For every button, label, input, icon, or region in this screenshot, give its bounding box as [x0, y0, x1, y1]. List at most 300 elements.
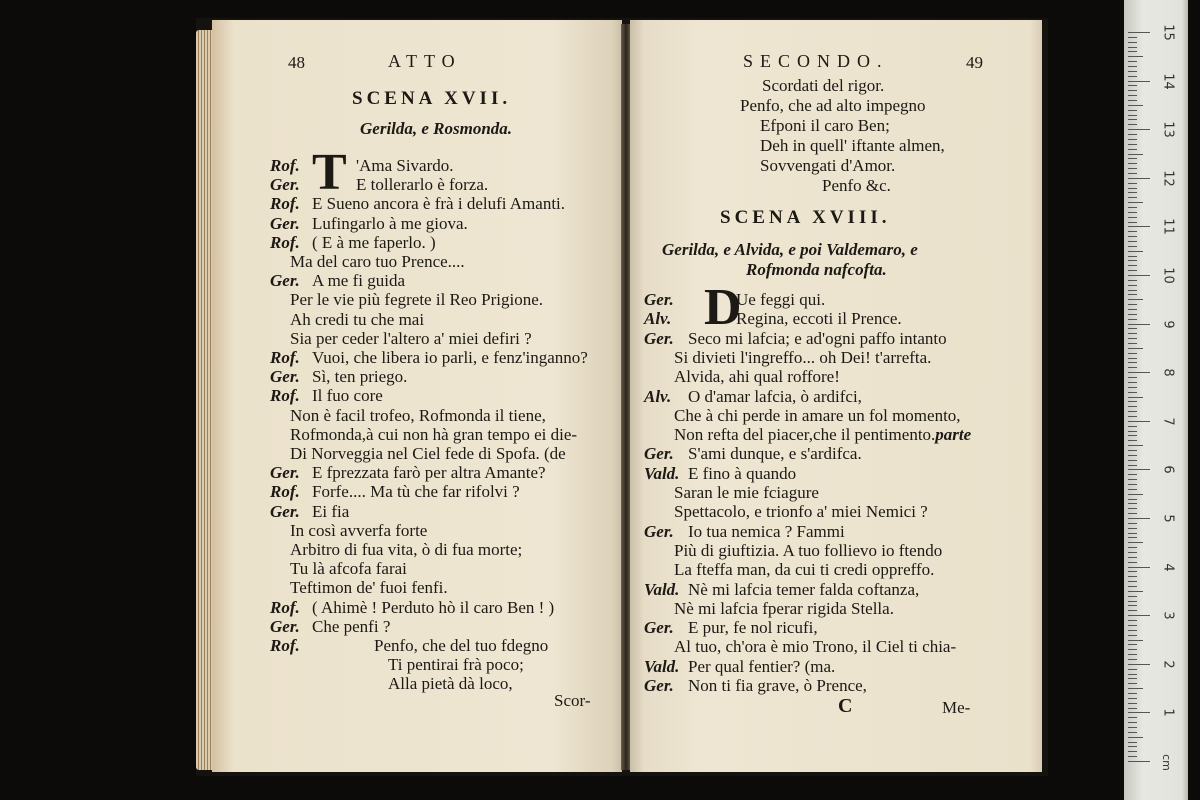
ruler-tick: [1128, 231, 1137, 232]
ruler-label: 8: [1160, 368, 1176, 377]
ruler-label: 13: [1160, 121, 1176, 138]
speaker-label: Ger.: [644, 328, 674, 348]
dialogue-text: Di Norveggia nel Ciel fede di Spofa. (de: [290, 444, 566, 463]
ruler-tick: [1128, 683, 1137, 684]
dialogue-line: [270, 674, 513, 693]
ruler-tick: [1128, 615, 1150, 616]
speaker-label: Ger.: [270, 616, 300, 636]
ruler-tick: [1128, 348, 1143, 349]
ruler-tick: [1128, 644, 1137, 645]
speaker-label: Rof.: [270, 348, 300, 367]
ruler-tick: [1128, 474, 1137, 475]
dialogue-text: Arbitro di fua vita, ò di fua morte;: [290, 540, 523, 559]
dialogue-text: Vuoi, che libera io parli, e fenz'inganno?: [312, 348, 588, 367]
ruler-label: 15: [1160, 24, 1176, 41]
ruler-tick: [1128, 465, 1137, 466]
ruler-tick: [1128, 635, 1137, 636]
ruler-tick: [1128, 134, 1137, 135]
dialogue-text: E tollerarlo è forza.: [356, 175, 489, 195]
aria-line: Sovvengati d'Amor.: [760, 156, 896, 175]
ruler-tick: [1128, 586, 1137, 587]
ruler-tick: [1128, 76, 1137, 77]
aria-line: Penfo, che ad alto impegno: [740, 96, 926, 115]
dialogue-text: In così avverfa forte: [290, 520, 428, 540]
speaker-label: Ger.: [644, 521, 674, 541]
ruler-tick: [1128, 678, 1137, 679]
dialogue-text: Che penfi ?: [312, 616, 391, 636]
ruler-tick: [1128, 601, 1137, 602]
ruler-tick: [1128, 222, 1137, 223]
dialogue-text: ( Ahimè ! Perduto hò il caro Ben ! ): [312, 597, 555, 617]
ruler-tick: [1128, 625, 1137, 626]
dialogue-text: 'Ama Sivardo.: [356, 156, 454, 175]
ruler-tick: [1128, 421, 1150, 422]
ruler-label: 6: [1160, 465, 1176, 475]
dialogue-line: [270, 271, 405, 290]
drop-cap-left: T: [312, 144, 347, 201]
speaker-label: Rof.: [270, 482, 300, 502]
ruler-tick: [1128, 746, 1137, 747]
speaker-label: Alv.: [644, 386, 672, 406]
dialogue-line: [270, 214, 468, 233]
speaker-label: Ger.: [644, 618, 674, 638]
ruler-tick: [1128, 508, 1137, 509]
dialogue-line: [270, 617, 390, 636]
dialogue-line: [644, 599, 894, 618]
dialogue-text: Per le vie più fegrete il Reo Prigione.: [290, 290, 544, 310]
dialogue-line: [270, 233, 436, 252]
ruler-tick: [1128, 717, 1137, 718]
ruler-tick: [1128, 192, 1137, 193]
dialogue-line: [644, 657, 835, 676]
speaker-label: Vald.: [644, 463, 680, 483]
ruler-tick: [1128, 197, 1137, 198]
ruler-tick: [1128, 503, 1137, 504]
ruler-tick: [1128, 605, 1137, 606]
ruler-tick: [1128, 42, 1137, 43]
ruler-tick: [1128, 314, 1137, 315]
ruler-label: 11: [1160, 218, 1176, 236]
ruler-tick: [1128, 304, 1137, 305]
ruler-tick: [1128, 499, 1137, 500]
dialogue-text: Regina, eccoti il Prence.: [736, 309, 902, 329]
ruler-tick: [1128, 722, 1137, 723]
page-number-left: 48: [288, 53, 305, 72]
speaker-label: Ger.: [270, 501, 300, 521]
ruler-tick: [1128, 100, 1137, 101]
dialogue-text: E fino à quando: [688, 463, 797, 483]
speaker-label: Ger.: [644, 444, 674, 464]
running-head-left: ATTO: [388, 51, 462, 71]
ruler-label: 12: [1160, 170, 1176, 187]
ruler-tick: [1128, 727, 1137, 728]
speaker-label: Vald.: [644, 579, 680, 599]
dialogue-line: [644, 290, 825, 309]
ruler-tick: [1128, 358, 1137, 359]
dialogue-text: S'ami dunque, e s'ardifca.: [688, 444, 862, 464]
ruler-tick: [1128, 581, 1137, 582]
ruler-tick: [1128, 139, 1137, 140]
ruler-tick: [1128, 333, 1137, 334]
dialogue-text: ( E à me faperlo. ): [312, 232, 436, 252]
dialogue-text: Alla pietà dà loco,: [388, 674, 513, 694]
ruler-tick: [1128, 489, 1137, 490]
dialogue-line: [270, 329, 532, 348]
dialogue-line: [270, 521, 427, 540]
ruler-tick: [1128, 158, 1137, 159]
ruler-tick: [1128, 285, 1137, 286]
dialogue-line: [270, 540, 522, 559]
ruler-tick: [1128, 377, 1137, 378]
ruler-tick: [1128, 533, 1137, 534]
dialogue-line: [270, 559, 407, 578]
ruler-tick: [1128, 387, 1137, 388]
ruler-tick: [1128, 265, 1137, 266]
dialogue-text: Tu là afcofa farai: [290, 559, 407, 579]
ruler-tick: [1128, 241, 1137, 242]
ruler-tick: [1128, 129, 1150, 130]
speaker-label: Alv.: [644, 309, 672, 329]
left-page: [212, 20, 622, 772]
ruler-tick: [1128, 455, 1137, 456]
ruler-tick: [1128, 620, 1137, 621]
ruler-tick: [1128, 299, 1143, 300]
scene-characters-right-2: Rofmonda nafcofta.: [746, 260, 887, 279]
dialogue-line: [270, 348, 588, 367]
ruler-tick: [1128, 338, 1137, 339]
ruler-tick: [1128, 469, 1150, 470]
ruler-tick: [1128, 32, 1150, 33]
ruler-tick: [1128, 591, 1143, 592]
ruler-tick: [1128, 207, 1137, 208]
ruler-tick: [1128, 712, 1150, 713]
ruler-tick: [1128, 226, 1150, 227]
ruler-tick: [1128, 571, 1137, 572]
ruler-tick: [1128, 124, 1137, 125]
speaker-label: Rof.: [270, 636, 300, 655]
dialogue-line: [644, 560, 934, 579]
ruler-tick: [1128, 397, 1143, 398]
right-page: [630, 20, 1042, 772]
ruler-tick: [1128, 431, 1137, 432]
aria-line: Scordati del rigor.: [762, 76, 885, 95]
dialogue-line: [270, 636, 548, 655]
ruler-tick: [1128, 217, 1137, 218]
running-head-right: SECONDO.: [743, 51, 889, 71]
dialogue-line: [644, 329, 947, 348]
ruler-tick: [1128, 562, 1137, 563]
scene-title-left: SCENA XVII.: [352, 88, 512, 109]
ruler-tick: [1128, 659, 1137, 660]
signature-mark: C: [838, 695, 853, 717]
ruler-tick: [1128, 528, 1137, 529]
ruler-tick: [1128, 343, 1137, 344]
ruler-tick: [1128, 411, 1137, 412]
speaker-label: Vald.: [644, 656, 680, 676]
ruler-tick: [1128, 406, 1137, 407]
ruler-tick: [1128, 518, 1150, 519]
dialogue-text: Non è facil trofeo, Rofmonda il tiene,: [290, 405, 546, 425]
scene-characters-left: Gerilda, e Rosmonda.: [360, 119, 513, 138]
dialogue-line: [644, 618, 818, 637]
speaker-label: Rof.: [270, 232, 300, 252]
ruler-tick: [1128, 144, 1137, 145]
ruler-label: 3: [1160, 611, 1176, 620]
ruler-tick: [1128, 202, 1143, 203]
dialogue-text: Nè mi lafcia fperar rigida Stella.: [674, 598, 894, 618]
ruler-tick: [1128, 552, 1137, 553]
ruler-unit: cm: [1159, 754, 1173, 771]
ruler-tick: [1128, 362, 1137, 363]
ruler-tick: [1128, 761, 1150, 762]
dialogue-text: E Sueno ancora è frà i delufi Amanti.: [312, 194, 566, 214]
dialogue-line: [644, 464, 796, 483]
ruler-tick: [1128, 328, 1137, 329]
dialogue-text: Ti pentirai frà poco;: [388, 655, 524, 675]
ruler-tick: [1128, 51, 1137, 52]
dialogue-text: Ah credi tu che mai: [290, 309, 425, 329]
ruler-tick: [1128, 260, 1137, 261]
aria-line: Deh in quell' iftante almen,: [760, 136, 945, 155]
speaker-label: Rof.: [270, 386, 300, 406]
dialogue-line: [644, 502, 928, 521]
catchword-right: Me-: [942, 698, 971, 717]
speaker-label: Ger.: [644, 290, 674, 309]
dialogue-line: [644, 444, 862, 463]
ruler-label: 2: [1160, 660, 1176, 669]
ruler-tick: [1128, 523, 1137, 524]
ruler-tick: [1128, 674, 1137, 675]
ruler-tick: [1128, 173, 1137, 174]
ruler-tick: [1128, 37, 1137, 38]
ruler-tick: [1128, 440, 1137, 441]
dialogue-text: Non refta del piacer,che il pentimento.: [674, 425, 936, 445]
speaker-label: Ger.: [270, 463, 300, 483]
ruler-label: 1: [1160, 708, 1176, 718]
ruler-tick: [1128, 401, 1137, 402]
dialogue-text: Al tuo, ch'ora è mio Trono, il Ciel ti chia-: [674, 637, 957, 657]
ruler-tick: [1128, 630, 1137, 631]
ruler-tick: [1128, 742, 1137, 743]
speaker-label: Ger.: [644, 676, 674, 695]
ruler-tick: [1128, 640, 1143, 641]
scene-characters-right-1: Gerilda, e Alvida, e poi Valdemaro, e: [662, 240, 918, 259]
ruler-tick: [1128, 756, 1137, 757]
ruler-tick: [1128, 484, 1137, 485]
speaker-label: Rof.: [270, 156, 300, 175]
dialogue-line: [270, 482, 520, 501]
ruler-tick: [1128, 246, 1137, 247]
ruler-tick: [1128, 178, 1150, 179]
dialogue-line: [270, 425, 577, 444]
ruler-tick: [1128, 426, 1137, 427]
ruler-tick: [1128, 119, 1137, 120]
dialogue-line: [644, 406, 961, 425]
ruler-tick: [1128, 708, 1137, 709]
ruler-tick: [1128, 319, 1137, 320]
dialogue-text: Sia per ceder l'altero a' miei defiri ?: [290, 328, 532, 348]
ruler-tick: [1128, 610, 1137, 611]
dialogue-line: [644, 541, 942, 560]
ruler-tick: [1128, 664, 1150, 665]
ruler-tick: [1128, 81, 1150, 82]
ruler-tick: [1128, 275, 1150, 276]
dialogue-line: [644, 367, 840, 386]
ruler-tick: [1128, 324, 1150, 325]
ruler-label: 7: [1160, 417, 1176, 426]
dialogue-text: Spettacolo, e trionfo a' miei Nemici ?: [674, 502, 928, 522]
ruler-tick: [1128, 576, 1137, 577]
ruler-tick: [1128, 416, 1137, 417]
ruler-tick: [1128, 149, 1137, 150]
ruler-tick: [1128, 236, 1137, 237]
ruler-tick: [1128, 372, 1150, 373]
ruler-tick: [1128, 85, 1137, 86]
ruler-tick: [1128, 537, 1137, 538]
dialogue-text: Ei fia: [312, 501, 350, 521]
ruler-tick: [1128, 294, 1137, 295]
page-number-right: 49: [966, 53, 983, 72]
dialogue-line: [270, 194, 565, 213]
ruler-tick: [1128, 212, 1137, 213]
ruler-tick: [1128, 56, 1143, 57]
ruler-tick: [1128, 367, 1137, 368]
dialogue-text: E fprezzata farò per altra Amante?: [312, 463, 546, 483]
ruler-tick: [1128, 479, 1137, 480]
ruler-tick: [1128, 71, 1137, 72]
dialogue-line: [644, 425, 971, 444]
dialogue-line: [270, 386, 383, 405]
ruler-tick: [1128, 513, 1137, 514]
ruler-label: 14: [1160, 72, 1176, 90]
dialogue-text: Si divieti l'ingreffo... oh Dei! t'arrefta.: [674, 347, 932, 367]
dialogue-line: [644, 637, 956, 656]
speaker-label: Rof.: [270, 597, 300, 617]
dialogue-line: [270, 367, 407, 386]
dialogue-text: Io tua nemica ? Fammi: [688, 521, 845, 541]
ruler-tick: [1128, 168, 1137, 169]
dialogue-line: [644, 309, 902, 328]
ruler-tick: [1128, 547, 1137, 548]
ruler-tick: [1128, 154, 1143, 155]
ruler-tick: [1128, 557, 1137, 558]
dialogue-line: [270, 406, 546, 425]
scene-title-right: SCENA XVIII.: [720, 207, 891, 228]
ruler-tick: [1128, 542, 1143, 543]
ruler-tick: [1128, 115, 1137, 116]
ruler-tick: [1128, 188, 1137, 189]
ruler-tick: [1128, 693, 1137, 694]
dialogue-line: [644, 580, 919, 599]
dialogue-line: [270, 444, 566, 463]
ruler-tick: [1128, 61, 1137, 62]
dialogue-line: [644, 483, 819, 502]
speaker-label: Rof.: [270, 194, 300, 214]
dialogue-line: [644, 387, 862, 406]
dialogue-text: Saran le mie fciagure: [674, 483, 819, 502]
ruler-tick: [1128, 392, 1137, 393]
ruler-label: 5: [1160, 514, 1176, 523]
speaker-label: Ger.: [270, 175, 300, 195]
ruler-tick: [1128, 698, 1137, 699]
dialogue-line: [270, 156, 454, 175]
dialogue-text: Lufingarlo à me giova.: [312, 213, 468, 233]
dialogue-line: [270, 502, 349, 521]
dialogue-line: [270, 463, 546, 482]
measuring-ruler: [1124, 0, 1188, 800]
ruler-tick: [1128, 110, 1137, 111]
dialogue-line: [270, 598, 554, 617]
ruler-tick: [1128, 732, 1137, 733]
ruler-tick: [1128, 280, 1137, 281]
ruler-tick: [1128, 256, 1137, 257]
dialogue-text: A me fi guida: [312, 271, 406, 291]
ruler-label: 4: [1160, 562, 1176, 572]
ruler-tick: [1128, 669, 1137, 670]
ruler-tick: [1128, 105, 1143, 106]
dialogue-text: E pur, fe nol ricufi,: [688, 618, 818, 638]
dialogue-line: [270, 655, 524, 674]
dialogue-text: Alvida, ahi qual roffore!: [674, 367, 840, 387]
catchword-left: Scor-: [554, 691, 591, 710]
ruler-tick: [1128, 251, 1143, 252]
dialogue-text: Nè mi lafcia temer falda coftanza,: [688, 579, 920, 599]
ruler-tick: [1128, 596, 1137, 597]
dialogue-text: Il fuo core: [312, 386, 383, 406]
aria-line: Penfo &c.: [822, 176, 891, 195]
dialogue-text: Teftimon de' fuoi fenfi.: [290, 578, 448, 598]
dialogue-line: [644, 348, 931, 367]
ruler-tick: [1128, 460, 1137, 461]
speaker-label: Ger.: [270, 367, 300, 387]
dialogue-text: Seco mi lafcia; e ad'ogni paffo intanto: [688, 328, 947, 348]
dialogue-line: [270, 290, 543, 309]
stage-direction: parte: [935, 425, 972, 445]
dialogue-text: La fteffa man, da cui ti credi oppreffo.: [674, 560, 935, 580]
dialogue-text: Per qual fentier? (ma.: [688, 656, 836, 676]
ruler-tick: [1128, 353, 1137, 354]
dialogue-text: Forfe.... Ma tù che far rifolvi ?: [312, 482, 520, 502]
dialogue-text: Non ti fia grave, ò Prence,: [688, 676, 867, 695]
ruler-label: 9: [1160, 319, 1176, 329]
ruler-tick: [1128, 47, 1137, 48]
ruler-tick: [1128, 382, 1137, 383]
ruler-tick: [1128, 309, 1137, 310]
ruler-tick: [1128, 450, 1137, 451]
dialogue-text: Che à chi perde in amare un fol momento,: [674, 405, 961, 425]
aria-line: Efponi il caro Ben;: [760, 116, 890, 135]
ruler-tick: [1128, 445, 1143, 446]
dialogue-line: [270, 310, 424, 329]
dialogue-line: [270, 252, 465, 271]
ruler-tick: [1128, 270, 1137, 271]
dialogue-line: [644, 676, 867, 695]
dialogue-text: Sì, ten priego.: [312, 367, 408, 387]
drop-cap-right: D: [704, 279, 742, 336]
ruler-tick: [1128, 163, 1137, 164]
ruler-tick: [1128, 66, 1137, 67]
dialogue-text: Più di giuftizia. A tuo follievo io ftendo: [674, 540, 943, 560]
ruler-label: 10: [1160, 267, 1176, 284]
dialogue-line: [644, 522, 845, 541]
ruler-tick: [1128, 95, 1137, 96]
ruler-tick: [1128, 567, 1150, 568]
ruler-tick: [1128, 290, 1137, 291]
dialogue-text: Ma del caro tuo Prence....: [290, 252, 465, 271]
ruler-tick: [1128, 494, 1143, 495]
ruler-tick: [1128, 654, 1137, 655]
dialogue-text: O d'amar lafcia, ò ardifci,: [688, 386, 862, 406]
